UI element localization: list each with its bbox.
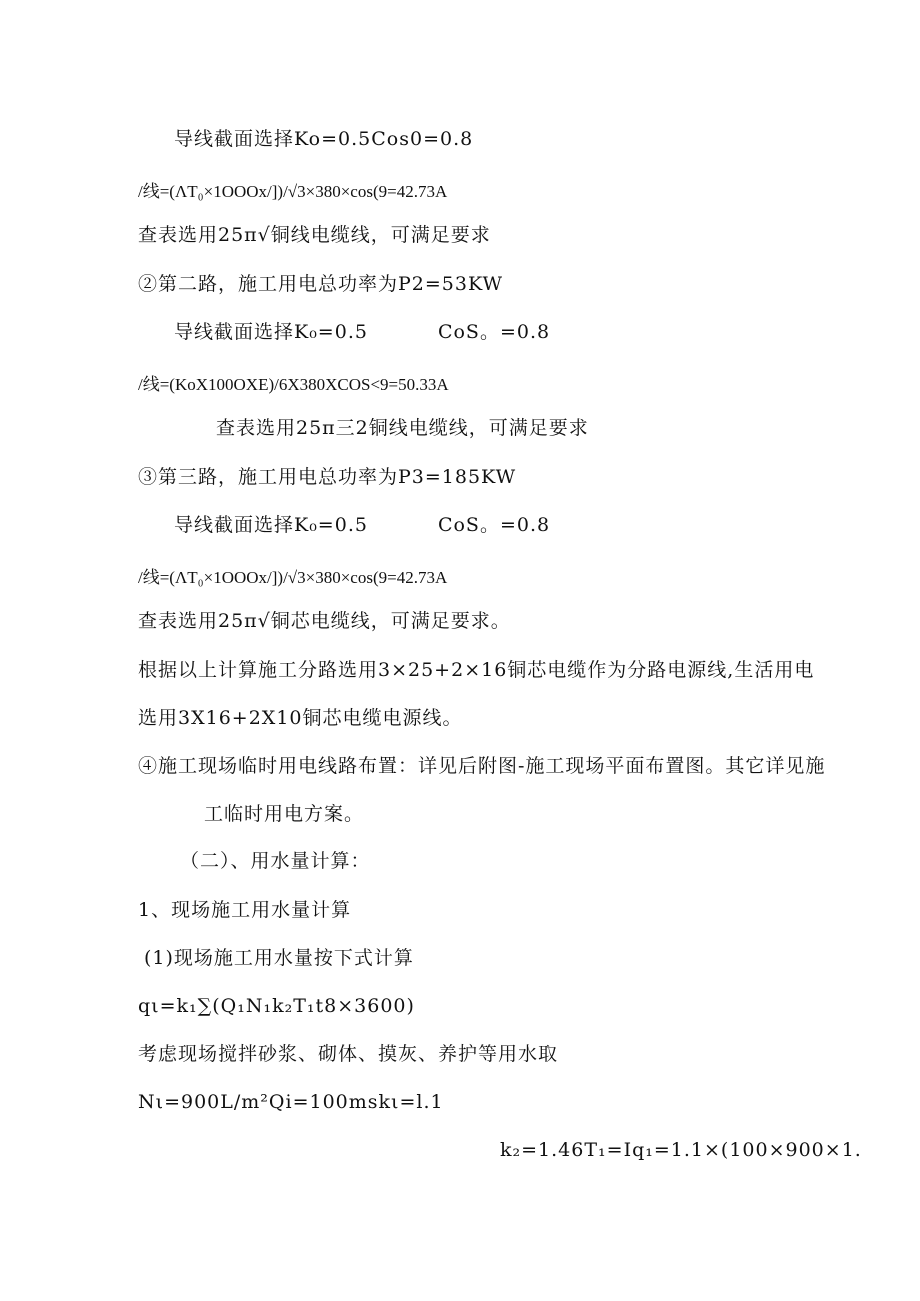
section-heading-water: （二）、用水量计算：	[180, 850, 371, 872]
text-line-table-selection-3: 查表选用25π√铜芯电缆线，可满足要求。	[138, 610, 511, 632]
conductor-section-k0: 导线截面选择K₀=0.5	[174, 514, 368, 536]
text-line-conductor-section-3	[174, 516, 550, 535]
text-line-formula-intro: (1)现场施工用水量按下式计算	[144, 947, 414, 969]
conductor-section-cos: CoS。=0.8	[437, 514, 551, 536]
conductor-section-k0: 导线截面选择K₀=0.5	[174, 321, 368, 343]
text-line-conductor-section-1: 导线截面选择Ko=0.5Cos0=0.8	[174, 128, 474, 150]
formula-line-current-1: /线=(ΛT₀×1OOOx/])/√3×380×cos(9=42.73A	[138, 182, 448, 201]
text-line-conductor-section-2	[174, 323, 550, 342]
text-line-cable-summary-1: 根据以上计算施工分路选用3×25+2×16铜芯电缆作为分路电源线,生活用电	[138, 659, 815, 681]
text-line-cable-summary-2: 选用3X16+2X10铜芯电缆电源线。	[138, 707, 463, 729]
conductor-section-cos: CoS。=0.8	[437, 321, 551, 343]
text-line-table-selection-2: 查表选用25π三2铜线电缆线，可满足要求	[216, 417, 589, 439]
text-line-table-selection-1: 查表选用25π√铜线电缆线，可满足要求	[138, 224, 491, 246]
subheading-site-water: 1、现场施工用水量计算	[138, 899, 352, 921]
text-line-circuit-2-power: ②第二路，施工用电总功率为P2=53KW	[138, 273, 504, 295]
text-line-layout-2: 工临时用电方案。	[204, 803, 365, 825]
formula-line-water: qι=k₁∑(Q₁N₁k₂T₁t8×3600)	[138, 995, 415, 1017]
text-line-layout-1: ④施工现场临时用电线路布置：详见后附图-施工现场平面布置图。其它详见施	[138, 755, 826, 777]
formula-line-current-3: /线=(ΛT₀×1OOOx/])/√3×380×cos(9=42.73A	[138, 568, 448, 587]
formula-line-params-1: Nι=900L/m²Qi=100mskι=l.1	[138, 1091, 444, 1113]
text-line-water-usage: 考虑现场搅拌砂浆、砌体、摸灰、养护等用水取	[138, 1043, 559, 1065]
formula-line-current-2: /线=(KoX100OXE)/6X380XCOS<9=50.33A	[138, 375, 449, 394]
text-line-circuit-3-power: ③第三路，施工用电总功率为P3=185KW	[138, 466, 517, 488]
formula-line-params-2: k₂=1.46T₁=Iq₁=1.1×(100×900×1.	[500, 1139, 862, 1161]
